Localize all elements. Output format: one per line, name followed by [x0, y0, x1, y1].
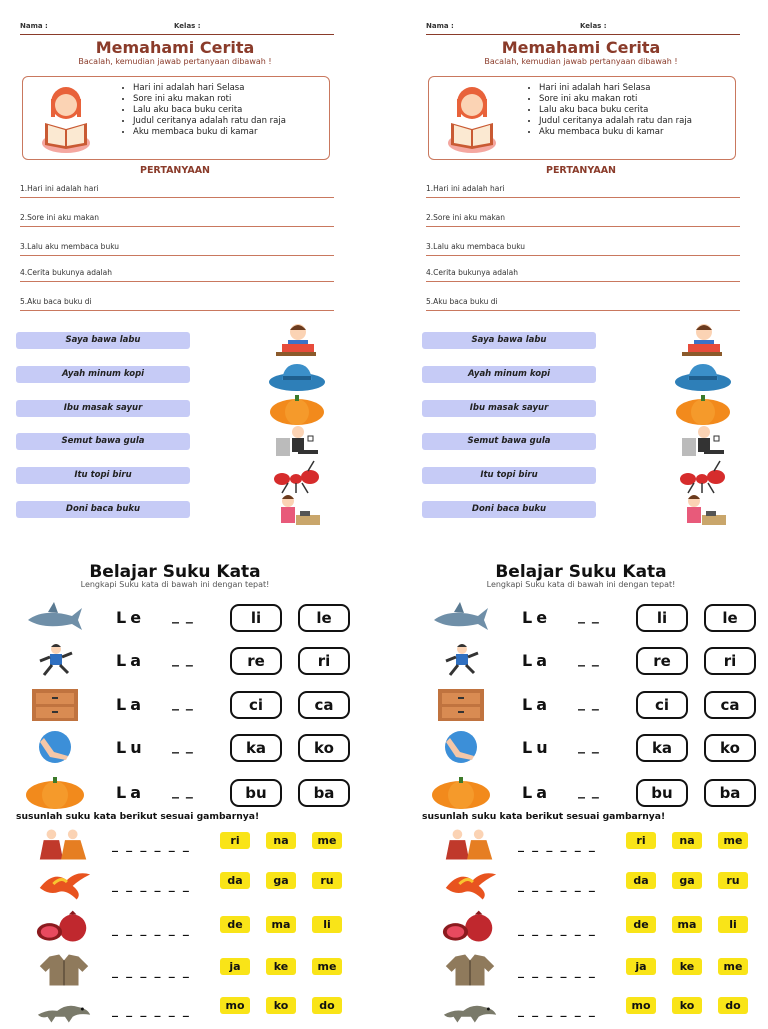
- syllable-word: Le: [116, 608, 146, 627]
- arrange-option[interactable]: do: [312, 997, 342, 1014]
- worksheet-header: [20, 20, 334, 35]
- syllable-blank[interactable]: _ _: [172, 695, 194, 711]
- arrange-blank[interactable]: _ _ _ _ _ _: [112, 878, 191, 892]
- ant-icon[interactable]: [674, 459, 732, 495]
- pumpkin-icon: [24, 775, 86, 809]
- reading-subtitle: Bacalah, kemudian jawab pertanyaan dibawah !: [484, 57, 678, 66]
- story-line: • Aku membaca buku di kamar: [539, 127, 735, 138]
- arrange-option[interactable]: ja: [626, 958, 656, 975]
- blue-hat-icon[interactable]: [674, 358, 732, 394]
- question-text: 5.Aku baca buku di: [426, 297, 498, 306]
- syllable-blank[interactable]: _ _: [578, 695, 600, 711]
- dancers-icon: [440, 826, 500, 862]
- syllable-blank[interactable]: _ _: [578, 651, 600, 667]
- arrange-blank[interactable]: _ _ _ _ _ _: [112, 964, 191, 978]
- ant-icon[interactable]: [268, 459, 326, 495]
- story-line: • Judul ceritanya adalah ratu dan raja: [133, 116, 329, 127]
- phoenix-icon: [34, 866, 94, 902]
- question-line[interactable]: [20, 239, 334, 256]
- sentence-card[interactable]: Doni baca buku: [16, 501, 190, 518]
- syllable-row: [16, 730, 334, 768]
- arrange-row: [422, 866, 740, 904]
- arrange-option[interactable]: ri: [220, 832, 250, 849]
- running-boy-icon: [430, 643, 492, 677]
- worksheet-column-right: [422, 0, 743, 1024]
- sentence-card[interactable]: Semut bawa gula: [422, 433, 596, 450]
- syllable-option[interactable]: li: [636, 604, 688, 632]
- class-label: Kelas :: [580, 22, 607, 30]
- question-line[interactable]: [426, 181, 740, 198]
- sentence-card[interactable]: Saya bawa labu: [16, 332, 190, 349]
- arrange-row: [16, 910, 334, 948]
- blue-hat-icon[interactable]: [268, 358, 326, 394]
- syllable-option[interactable]: re: [230, 647, 282, 675]
- story-line: • Sore ini aku makan roti: [133, 94, 329, 105]
- questions-title: PERTANYAAN: [139, 165, 210, 176]
- syllable-word: La: [116, 783, 145, 802]
- man-drinking-coffee-icon[interactable]: [268, 424, 326, 460]
- arrange-row: [16, 866, 334, 904]
- shirt-icon: [34, 952, 94, 988]
- arrange-option[interactable]: mo: [626, 997, 656, 1014]
- story-line: • Lalu aku baca buku cerita: [539, 105, 735, 116]
- question-line[interactable]: [20, 265, 334, 282]
- syllable-blank[interactable]: _ _: [578, 608, 600, 624]
- arrange-option[interactable]: mo: [220, 997, 250, 1014]
- arrange-option[interactable]: ke: [266, 958, 296, 975]
- arrange-blank[interactable]: _ _ _ _ _ _: [518, 964, 597, 978]
- question-line[interactable]: [20, 181, 334, 198]
- arrange-row: [422, 910, 740, 948]
- pomegranate-icon: [34, 910, 94, 946]
- arrange-option[interactable]: ke: [672, 958, 702, 975]
- question-line[interactable]: [20, 294, 334, 311]
- question-text: 1.Hari ini adalah hari: [426, 184, 505, 193]
- syllable-blank[interactable]: _ _: [172, 783, 194, 799]
- arrange-row: [16, 991, 334, 1029]
- pumpkin-icon[interactable]: [674, 392, 732, 428]
- question-line[interactable]: [426, 239, 740, 256]
- question-text: 2.Sore ini aku makan: [426, 213, 506, 222]
- arrange-option[interactable]: ga: [672, 872, 702, 889]
- boy-reading-icon[interactable]: [268, 322, 326, 358]
- shark-icon: [24, 600, 86, 634]
- syllable-title: Belajar Suku Kata: [495, 562, 667, 582]
- arrange-option[interactable]: ko: [266, 997, 296, 1014]
- syllable-option[interactable]: re: [636, 647, 688, 675]
- reading-title: Memahami Cerita: [95, 38, 255, 57]
- question-line[interactable]: [426, 294, 740, 311]
- question-text: 2.Sore ini aku makan: [20, 213, 100, 222]
- komodo-icon: [440, 991, 500, 1027]
- question-text: 3.Lalu aku membaca buku: [426, 242, 526, 251]
- syllable-option[interactable]: bu: [636, 779, 688, 807]
- syllable-word: La: [522, 695, 551, 714]
- arrange-option[interactable]: do: [718, 997, 748, 1014]
- running-boy-icon: [24, 643, 86, 677]
- syllable-option[interactable]: ci: [636, 691, 688, 719]
- syllable-option[interactable]: ko: [298, 734, 350, 762]
- arrange-option[interactable]: ru: [312, 872, 342, 889]
- story-line: • Lalu aku baca buku cerita: [133, 105, 329, 116]
- pumpkin-icon: [430, 775, 492, 809]
- syllable-option[interactable]: ka: [636, 734, 688, 762]
- syllable-option[interactable]: li: [230, 604, 282, 632]
- drawer-icon: [24, 687, 86, 721]
- reading-subtitle: Bacalah, kemudian jawab pertanyaan dibawah !: [78, 57, 272, 66]
- question-text: 5.Aku baca buku di: [20, 297, 92, 306]
- sentence-card[interactable]: Semut bawa gula: [16, 433, 190, 450]
- syllable-blank[interactable]: _ _: [578, 738, 600, 754]
- syllable-option[interactable]: ri: [298, 647, 350, 675]
- name-label: Nama :: [426, 22, 454, 30]
- arrange-option[interactable]: da: [220, 872, 250, 889]
- syllable-option[interactable]: ci: [230, 691, 282, 719]
- syllable-blank[interactable]: _ _: [172, 738, 194, 754]
- woman-cooking-icon[interactable]: [268, 493, 326, 529]
- question-line[interactable]: [426, 265, 740, 282]
- syllable-blank[interactable]: _ _: [172, 608, 194, 624]
- syllable-subtitle: Lengkapi Suku kata di bawah ini dengan tepat!: [486, 580, 676, 589]
- girl-reading-icon: [37, 83, 95, 153]
- dancers-icon: [34, 826, 94, 862]
- syllable-word: La: [116, 651, 145, 670]
- sentence-card[interactable]: Ibu masak sayur: [16, 400, 190, 417]
- syllable-blank[interactable]: _ _: [172, 651, 194, 667]
- shirt-icon: [440, 952, 500, 988]
- question-text: 3.Lalu aku membaca buku: [20, 242, 120, 251]
- arrange-option[interactable]: na: [266, 832, 296, 849]
- drawer-icon: [430, 687, 492, 721]
- syllable-option[interactable]: ca: [298, 691, 350, 719]
- syllable-option[interactable]: ca: [704, 691, 756, 719]
- syllable-row: [16, 600, 334, 638]
- man-drinking-coffee-icon[interactable]: [674, 424, 732, 460]
- syllable-row: [16, 687, 334, 725]
- arrange-option[interactable]: li: [312, 916, 342, 933]
- story-list: [123, 83, 329, 138]
- syllable-row: [422, 775, 740, 813]
- syllable-word: Lu: [116, 738, 146, 757]
- arrange-row: [422, 952, 743, 990]
- syllable-blank[interactable]: _ _: [578, 783, 600, 799]
- syllable-row: [422, 600, 740, 638]
- sentence-card[interactable]: Ayah minum kopi: [422, 366, 596, 383]
- arrange-option[interactable]: na: [672, 832, 702, 849]
- arrange-option[interactable]: de: [220, 916, 250, 933]
- girl-reading-icon: [443, 83, 501, 153]
- sentence-card[interactable]: Saya bawa labu: [422, 332, 596, 349]
- sentence-card[interactable]: Doni baca buku: [422, 501, 596, 518]
- arrange-option[interactable]: de: [626, 916, 656, 933]
- arrange-option[interactable]: ma: [266, 916, 296, 933]
- arrange-blank[interactable]: _ _ _ _ _ _: [518, 838, 597, 852]
- story-line: • Sore ini aku makan roti: [539, 94, 735, 105]
- arrange-option[interactable]: ri: [626, 832, 656, 849]
- syllable-row: [422, 730, 740, 768]
- syllable-option[interactable]: bu: [230, 779, 282, 807]
- shark-icon: [430, 600, 492, 634]
- arrange-row: [16, 952, 337, 990]
- story-line: • Aku membaca buku di kamar: [133, 127, 329, 138]
- pomegranate-icon: [440, 910, 500, 946]
- syllable-row: [422, 687, 740, 725]
- sentence-card[interactable]: Ayah minum kopi: [16, 366, 190, 383]
- story-box: [428, 76, 736, 160]
- question-text: 1.Hari ini adalah hari: [20, 184, 99, 193]
- worksheet-column-left: [16, 0, 337, 1024]
- arrange-blank[interactable]: _ _ _ _ _ _: [518, 878, 597, 892]
- syllable-row: [16, 775, 334, 813]
- arrange-blank[interactable]: _ _ _ _ _ _: [518, 922, 597, 936]
- syllable-option[interactable]: le: [298, 604, 350, 632]
- story-box: [22, 76, 330, 160]
- arrange-blank[interactable]: _ _ _ _ _ _: [112, 922, 191, 936]
- questions-title: PERTANYAAN: [545, 165, 616, 176]
- leg-icon: [430, 730, 492, 764]
- syllable-word: La: [522, 651, 551, 670]
- syllable-option[interactable]: ba: [704, 779, 756, 807]
- syllable-word: Lu: [522, 738, 552, 757]
- syllable-word: Le: [522, 608, 552, 627]
- syllable-option[interactable]: ka: [230, 734, 282, 762]
- story-line: • Judul ceritanya adalah ratu dan raja: [539, 116, 735, 127]
- sentence-card[interactable]: Ibu masak sayur: [422, 400, 596, 417]
- syllable-word: La: [116, 695, 145, 714]
- phoenix-icon: [440, 866, 500, 902]
- arrange-option[interactable]: me: [312, 832, 342, 849]
- arrange-row: [16, 826, 337, 864]
- question-line[interactable]: [426, 210, 740, 227]
- syllable-option[interactable]: ko: [704, 734, 756, 762]
- syllable-row: [422, 643, 740, 681]
- leg-icon: [24, 730, 86, 764]
- syllable-subtitle: Lengkapi Suku kata di bawah ini dengan tepat!: [80, 580, 270, 589]
- name-label: Nama :: [20, 22, 48, 30]
- arrange-option[interactable]: ma: [672, 916, 702, 933]
- syllable-word: La: [522, 783, 551, 802]
- arrange-blank[interactable]: _ _ _ _ _ _: [112, 1003, 191, 1017]
- syllable-option[interactable]: ri: [704, 647, 756, 675]
- arrange-option[interactable]: li: [718, 916, 748, 933]
- sentence-card[interactable]: Itu topi biru: [422, 467, 596, 484]
- story-line: • Hari ini adalah hari Selasa: [539, 83, 735, 94]
- syllable-option[interactable]: ba: [298, 779, 350, 807]
- arrange-option[interactable]: me: [312, 958, 342, 975]
- woman-cooking-icon[interactable]: [674, 493, 732, 529]
- arrange-row: [422, 826, 743, 864]
- question-text: 4.Cerita bukunya adalah: [426, 268, 519, 277]
- syllable-title: Belajar Suku Kata: [89, 562, 261, 582]
- komodo-icon: [34, 991, 94, 1027]
- question-text: 4.Cerita bukunya adalah: [20, 268, 113, 277]
- arrange-option[interactable]: da: [626, 872, 656, 889]
- arrange-option[interactable]: ko: [672, 997, 702, 1014]
- syllable-row: [16, 643, 334, 681]
- reading-title: Memahami Cerita: [501, 38, 661, 57]
- arrange-blank[interactable]: _ _ _ _ _ _: [112, 838, 191, 852]
- question-line[interactable]: [20, 210, 334, 227]
- arrange-instruction: susunlah suku kata berikut sesuai gambarnya!: [16, 811, 260, 822]
- story-list: [529, 83, 735, 138]
- arrange-instruction: susunlah suku kata berikut sesuai gambarnya!: [422, 811, 666, 822]
- syllable-option[interactable]: le: [704, 604, 756, 632]
- boy-reading-icon[interactable]: [674, 322, 732, 358]
- story-line: • Hari ini adalah hari Selasa: [133, 83, 329, 94]
- arrange-row: [422, 991, 740, 1029]
- class-label: Kelas :: [174, 22, 201, 30]
- arrange-blank[interactable]: _ _ _ _ _ _: [518, 1003, 597, 1017]
- arrange-option[interactable]: ga: [266, 872, 296, 889]
- sentence-card[interactable]: Itu topi biru: [16, 467, 190, 484]
- arrange-option[interactable]: me: [718, 832, 748, 849]
- worksheet-header: [426, 20, 740, 35]
- arrange-option[interactable]: me: [718, 958, 748, 975]
- arrange-option[interactable]: ja: [220, 958, 250, 975]
- pumpkin-icon[interactable]: [268, 392, 326, 428]
- arrange-option[interactable]: ru: [718, 872, 748, 889]
